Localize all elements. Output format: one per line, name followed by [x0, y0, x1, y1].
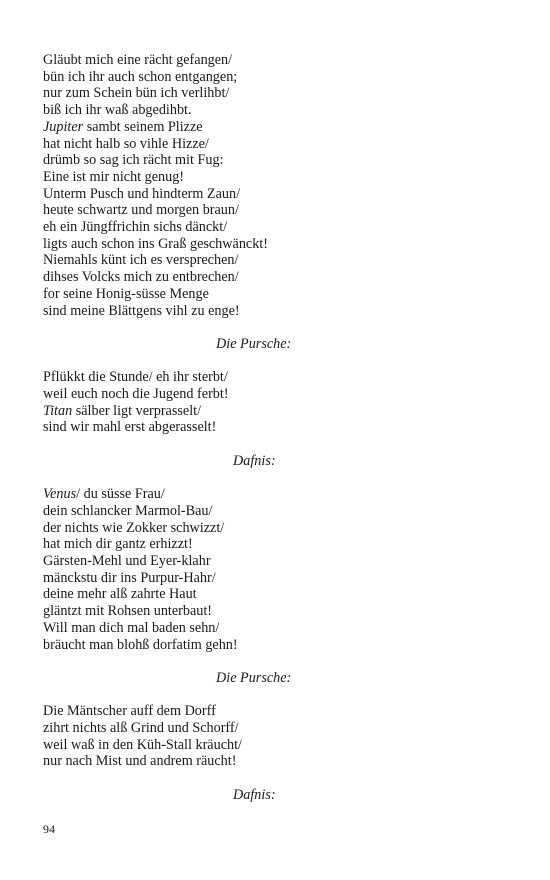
speaker-heading: Dafnis:: [233, 452, 276, 469]
verse-line: [43, 119, 503, 136]
verse-line: dihses Volcks mich zu entbrechen/: [43, 269, 239, 286]
verse-line: eh ein Jüngffrichin sichs dänckt/: [43, 219, 228, 236]
verse-line: Niemahls künt ich es versprechen/: [43, 252, 239, 269]
verse-line: heute schwartz und morgen braun/: [43, 202, 239, 219]
name-jupiter: Jupiter: [43, 118, 84, 135]
name-venus: Venus: [43, 486, 77, 503]
verse-line: gläntzt mit Rohsen unterbaut!: [43, 603, 213, 620]
verse-line: Die Mäntscher auff dem Dorff: [43, 703, 216, 720]
verse-line: sind meine Blättgens vihl zu enge!: [43, 302, 240, 319]
speaker-heading: Die Pursche:: [216, 335, 292, 352]
verse-line: nur zum Schein bün ich verlihbt/: [43, 85, 230, 102]
verse-line: [43, 486, 503, 503]
verse-line-rest: sälber ligt verprasselt/: [72, 402, 202, 419]
verse-line: drümb so sag ich rächt mit Fug:: [43, 152, 224, 169]
verse-line: zihrt nichts alß Grind und Schorff/: [43, 720, 239, 737]
name-titan: Titan: [43, 402, 73, 419]
page-number: 94: [43, 822, 55, 836]
verse-line: sind wir mahl erst abgerasselt!: [43, 419, 217, 436]
verse-line: biß ich ihr waß abgedihbt.: [43, 102, 192, 119]
verse-line: Pflükkt die Stunde/ eh ihr sterbt/: [43, 369, 228, 386]
stanza-3: [43, 486, 503, 653]
speaker-heading: Die Pursche:: [216, 669, 292, 686]
verse-line: Gärsten-Mehl und Eyer-klahr: [43, 553, 211, 570]
verse-line: [43, 403, 503, 420]
verse-line: weil waß in den Küh-Stall kräucht/: [43, 736, 242, 753]
verse-line: der nichts wie Zokker schwizzt/: [43, 519, 225, 536]
verse-line-rest: / du süsse Frau/: [76, 486, 165, 503]
verse-line: dein schlancker Marmol-Bau/: [43, 502, 213, 519]
verse-line: weil euch noch die Jugend ferbt!: [43, 386, 229, 403]
verse-line: bün ich ihr auch schon entgangen;: [43, 68, 238, 85]
verse-line-rest: sambt seinem Plizze: [83, 118, 203, 135]
verse-line: mänckstu dir ins Purpur-Hahr/: [43, 569, 216, 586]
verse-line: hat nicht halb so vihle Hizze/: [43, 135, 209, 152]
stanza-1: [43, 52, 503, 319]
verse-line: Will man dich mal baden sehn/: [43, 619, 220, 636]
verse-line: deine mehr alß zahrte Haut: [43, 586, 197, 603]
verse-line: Eine ist mir nicht genug!: [43, 168, 185, 185]
verse-line: Unterm Pusch und hindterm Zaun/: [43, 185, 241, 202]
verse-line: nur nach Mist und andrem räucht!: [43, 753, 237, 770]
verse-line: ligts auch schon ins Graß geschwänckt!: [43, 235, 268, 252]
verse-line: for seine Honig-süsse Menge: [43, 285, 209, 302]
stanza-2: [43, 369, 503, 436]
poem-page: [43, 52, 503, 804]
verse-line: hat mich dir gantz erhizzt!: [43, 536, 193, 553]
verse-line: bräucht man blohß dorfatim gehn!: [43, 636, 238, 653]
speaker-heading: Dafnis:: [233, 786, 276, 803]
stanza-4: [43, 703, 503, 770]
verse-line: Gläubt mich eine rächt gefangen/: [43, 52, 233, 68]
